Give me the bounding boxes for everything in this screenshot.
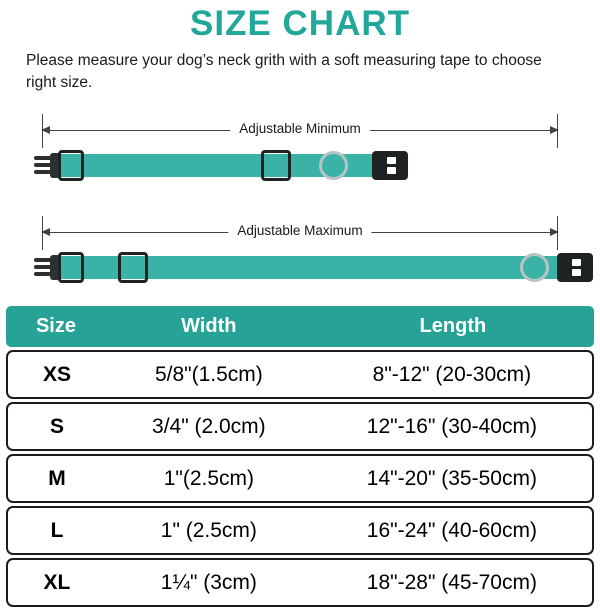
cell-length: 16"-24" (40-60cm) [312,506,594,555]
column-header-width: Width [106,306,312,347]
cell-width: 1" (2.5cm) [106,506,312,555]
slider-buckle-icon [58,252,84,283]
diagram-adjustable-maximum [20,210,580,302]
table-row [6,558,594,607]
collar-illustration-maximum [20,246,580,302]
quick-release-buckle-icon [372,151,408,180]
cell-size: S [6,402,106,451]
adjuster-buckle-icon [118,252,148,283]
cell-width: 5/8"(1.5cm) [106,350,312,399]
buckle-notch [387,167,396,174]
quick-release-buckle-icon [557,253,593,282]
cell-size: L [6,506,106,555]
cell-width: 3/4" (2.0cm) [106,402,312,451]
dimension-label-minimum: Adjustable Minimum [230,121,370,136]
cell-size: XS [6,350,106,399]
table-header-row [6,306,594,347]
page-title: SIZE CHART [190,4,410,43]
size-chart-page [0,4,600,598]
buckle-notch [572,269,581,276]
table-row [6,454,594,503]
d-ring-icon [520,253,549,282]
cell-length: 8"-12" (20-30cm) [312,350,594,399]
column-header-size: Size [6,306,106,347]
buckle-notch [572,259,581,266]
measuring-instruction: Please measure your dog’s neck grith with a soft measuring tape to choose right size. [26,52,542,91]
adjuster-buckle-icon [261,150,291,181]
cell-length: 12"-16" (30-40cm) [312,402,594,451]
column-header-length: Length [312,306,594,347]
d-ring-icon [319,151,348,180]
table-row [6,402,594,451]
buckle-notch [387,157,396,164]
slider-buckle-icon [58,150,84,181]
cell-size: M [6,454,106,503]
size-table [6,303,594,610]
cell-length: 18"-28" (45-70cm) [312,558,594,607]
cell-size: XL [6,558,106,607]
collar-illustration-minimum [20,144,580,200]
cell-width: 1¼" (3cm) [106,558,312,607]
table-row [6,506,594,555]
table-row [6,350,594,399]
cell-width: 1"(2.5cm) [106,454,312,503]
diagram-adjustable-minimum [20,108,580,200]
dimension-label-maximum: Adjustable Maximum [228,223,371,238]
cell-length: 14"-20" (35-50cm) [312,454,594,503]
